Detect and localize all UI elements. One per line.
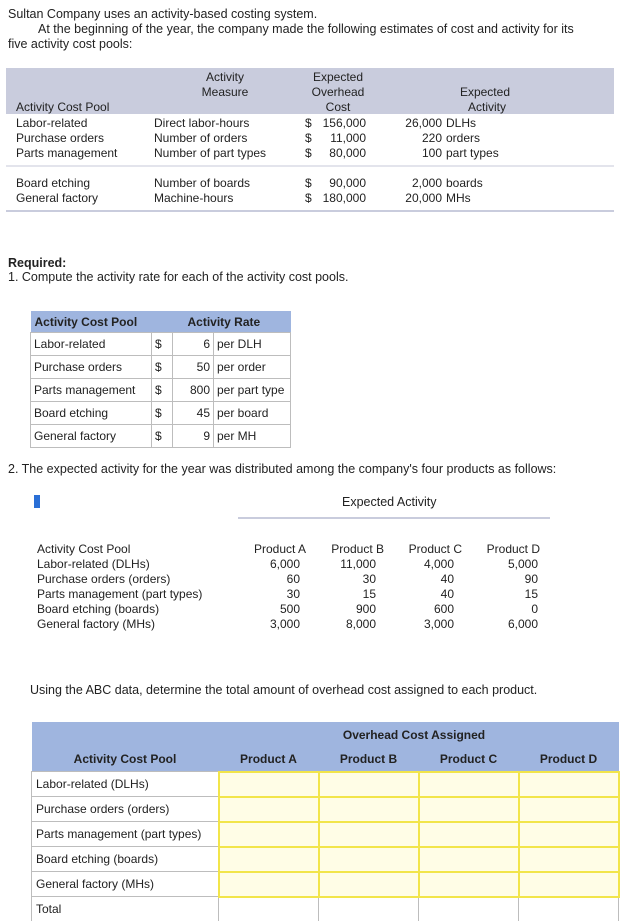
rate-value-input[interactable]: 50 [173, 356, 214, 379]
est-activity-5: 20,000 [405, 191, 442, 205]
est-unit-4: boards [446, 176, 483, 190]
est-dollar-3: $ [305, 146, 312, 160]
rate-header-row [31, 311, 291, 333]
est-cost-4: 90,000 [329, 176, 366, 190]
est-pool-2: Purchase orders [16, 131, 105, 145]
est-dollar-2: $ [305, 131, 312, 145]
rate-row [31, 356, 291, 379]
rate-row [31, 333, 291, 356]
oh-input-b[interactable] [319, 797, 419, 822]
expected-activity-underline [238, 517, 550, 519]
oh-product-c: Product C [419, 747, 519, 772]
intro-line-1: Sultan Company uses an activity-based costing system. [8, 7, 318, 21]
intro-line-3: five activity cost pools: [8, 37, 133, 51]
rate-unit: per MH [214, 425, 291, 448]
oh-input-a[interactable] [219, 772, 319, 797]
oh-header-row [32, 747, 619, 772]
oh-pool-label: Purchase orders (orders) [32, 797, 219, 822]
ea-value: 40 [440, 572, 454, 586]
required-heading: Required: [8, 256, 67, 270]
ea-value: 15 [362, 587, 376, 601]
oh-input-d[interactable] [519, 822, 619, 847]
ea-value: 3,000 [269, 617, 300, 631]
rate-pool: Board etching [31, 402, 152, 425]
ea-value: 30 [362, 572, 376, 586]
est-cost-2: 11,000 [330, 131, 366, 145]
oh-input-b[interactable] [319, 822, 419, 847]
ea-product-a: Product A [253, 542, 306, 556]
ea-value: 15 [524, 587, 538, 601]
oh-input-d[interactable] [519, 772, 619, 797]
est-pool-3: Parts management [16, 146, 118, 160]
est-pool-1: Labor-related [16, 116, 88, 130]
rate-unit: per board [214, 402, 291, 425]
oh-total-c[interactable] [419, 897, 519, 921]
ea-value: 30 [286, 587, 300, 601]
oh-product-d: Product D [519, 747, 619, 772]
ea-value: 90 [524, 572, 538, 586]
ea-pool: Labor-related (DLHs) [37, 557, 150, 571]
est-measure-3: Number of part types [154, 146, 267, 160]
est-pool-5: General factory [16, 191, 99, 205]
est-cost-3: 80,000 [329, 146, 366, 160]
rate-row [31, 379, 291, 402]
oh-group-header: Overhead Cost Assigned [219, 722, 619, 747]
oh-row [32, 822, 619, 847]
est-unit-1: DLHs [446, 116, 477, 130]
rate-dollar: $ [152, 333, 173, 356]
oh-input-d[interactable] [519, 797, 619, 822]
cost-header-3: Cost [325, 100, 351, 114]
measure-header-2: Measure [201, 85, 249, 99]
rate-header-rate: Activity Rate [152, 311, 291, 333]
intro-line-2: At the beginning of the year, the company made the following estimates of cost and activity for its [38, 22, 574, 36]
oh-input-b[interactable] [319, 872, 419, 897]
ea-value: 3,000 [423, 617, 454, 631]
ea-pool: General factory (MHs) [37, 617, 156, 631]
blue-marker [34, 495, 40, 508]
oh-pool-label: Board etching (boards) [32, 847, 219, 872]
oh-input-c[interactable] [419, 822, 519, 847]
ea-value: 0 [531, 602, 538, 616]
oh-pool-label: Labor-related (DLHs) [32, 772, 219, 797]
oh-input-c[interactable] [419, 772, 519, 797]
oh-product-b: Product B [319, 747, 419, 772]
est-unit-2: orders [446, 131, 481, 145]
oh-total-label: Total [32, 897, 219, 921]
expected-activity-header: Expected Activity [342, 495, 437, 509]
oh-group-row [32, 722, 619, 747]
rate-row [31, 402, 291, 425]
question-2: 2. The expected activity for the year was distributed among the company's four products as follows: [8, 462, 557, 476]
oh-input-a[interactable] [219, 822, 319, 847]
rate-value-input[interactable]: 9 [173, 425, 214, 448]
oh-pool-label: General factory (MHs) [32, 872, 219, 897]
est-pool-4: Board etching [16, 176, 91, 190]
rate-unit: per part type [214, 379, 291, 402]
oh-group-spacer [32, 722, 219, 747]
rate-dollar: $ [152, 425, 173, 448]
pool-header: Activity Cost Pool [16, 100, 110, 114]
ea-value: 11,000 [340, 557, 376, 571]
rate-pool: Labor-related [31, 333, 152, 356]
oh-total-d[interactable] [519, 897, 619, 921]
measure-header-1: Activity [205, 70, 244, 84]
est-cost-5: 180,000 [322, 191, 366, 205]
oh-row [32, 847, 619, 872]
estimates-bottom-rule [6, 210, 614, 212]
est-unit-5: MHs [446, 191, 471, 205]
oh-total-row [32, 897, 619, 921]
rate-dollar: $ [152, 356, 173, 379]
oh-input-b[interactable] [319, 847, 419, 872]
cost-header-2: Overhead [311, 85, 365, 99]
rate-header-pool: Activity Cost Pool [31, 311, 152, 333]
est-activity-1: 26,000 [405, 116, 442, 130]
oh-input-c[interactable] [419, 872, 519, 897]
ea-value: 4,000 [423, 557, 454, 571]
oh-input-a[interactable] [219, 872, 319, 897]
oh-row [32, 772, 619, 797]
ea-pool: Board etching (boards) [37, 602, 160, 616]
oh-row [32, 872, 619, 897]
est-dollar-1: $ [305, 116, 312, 130]
oh-input-d[interactable] [519, 847, 619, 872]
rate-row [31, 425, 291, 448]
rate-dollar: $ [152, 379, 173, 402]
rate-pool: General factory [31, 425, 152, 448]
ea-value: 8,000 [345, 617, 376, 631]
ea-value: 60 [286, 572, 300, 586]
overhead-cost-table [31, 722, 620, 921]
ea-value: 5,000 [507, 557, 538, 571]
ea-pool-header: Activity Cost Pool [37, 542, 131, 556]
activity-rate-table [30, 311, 291, 448]
ea-value: 600 [433, 602, 454, 616]
ea-value: 40 [440, 587, 454, 601]
activity-header-2: Activity [467, 100, 506, 114]
est-cost-1: 156,000 [322, 116, 366, 130]
est-measure-2: Number of orders [154, 131, 248, 145]
ea-product-c: Product C [408, 542, 462, 556]
oh-product-a: Product A [219, 747, 319, 772]
ea-product-d: Product D [486, 542, 540, 556]
est-activity-2: 220 [421, 131, 442, 145]
estimates-divider [6, 165, 614, 167]
rate-unit: per DLH [214, 333, 291, 356]
est-unit-3: part types [446, 146, 499, 160]
ea-value: 500 [279, 602, 300, 616]
oh-input-d[interactable] [519, 872, 619, 897]
rate-pool: Parts management [31, 379, 152, 402]
est-measure-5: Machine-hours [154, 191, 234, 205]
oh-input-b[interactable] [319, 772, 419, 797]
ea-value: 6,000 [507, 617, 538, 631]
oh-input-c[interactable] [419, 847, 519, 872]
rate-value-input[interactable]: 800 [173, 379, 214, 402]
est-measure-4: Number of boards [154, 176, 251, 190]
rate-pool: Purchase orders [31, 356, 152, 379]
oh-row [32, 797, 619, 822]
ea-pool: Purchase orders (orders) [37, 572, 171, 586]
ea-value: 6,000 [269, 557, 300, 571]
activity-header-1: Expected [459, 85, 510, 99]
est-measure-1: Direct labor-hours [154, 116, 250, 130]
ea-product-b: Product B [331, 542, 384, 556]
oh-total-b[interactable] [319, 897, 419, 921]
oh-pool-label: Parts management (part types) [32, 822, 219, 847]
question-1: 1. Compute the activity rate for each of the activity cost pools. [8, 270, 349, 284]
est-dollar-5: $ [305, 191, 312, 205]
ea-pool: Parts management (part types) [37, 587, 203, 601]
rate-value-input[interactable]: 6 [173, 333, 214, 356]
oh-input-c[interactable] [419, 797, 519, 822]
oh-total-a[interactable] [219, 897, 319, 921]
rate-value-input[interactable]: 45 [173, 402, 214, 425]
oh-pool-header: Activity Cost Pool [32, 747, 219, 772]
oh-input-a[interactable] [219, 847, 319, 872]
est-activity-3: 100 [421, 146, 442, 160]
instruction: Using the ABC data, determine the total amount of overhead cost assigned to each product. [30, 683, 538, 697]
rate-dollar: $ [152, 402, 173, 425]
rate-unit: per order [214, 356, 291, 379]
cost-header-1: Expected [312, 70, 364, 84]
est-dollar-4: $ [305, 176, 312, 190]
oh-input-a[interactable] [219, 797, 319, 822]
ea-value: 900 [355, 602, 376, 616]
est-activity-4: 2,000 [411, 176, 442, 190]
